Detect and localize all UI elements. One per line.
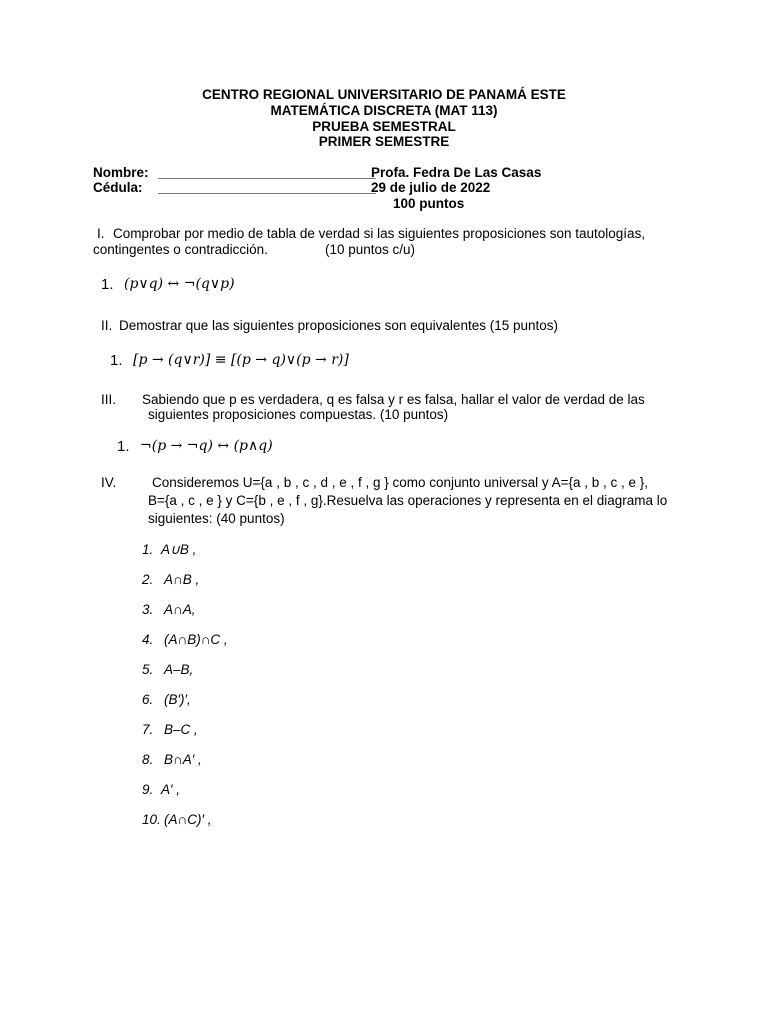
set-op-number: 10. xyxy=(142,812,161,827)
set-op-expression: A–B, xyxy=(164,662,194,677)
set-op-number: 3. xyxy=(142,602,154,617)
set-op-expression: A∪B , xyxy=(161,542,197,557)
set-op-number: 6. xyxy=(142,692,154,707)
section1-text-line2: contingentes o contradicción. xyxy=(93,242,268,257)
exam-date: 29 de julio de 2022 xyxy=(371,180,491,195)
section4-text-line1: Consideremos U={a , b , c , d , e , f , g } como conjunto universal y A={a , b , c , e }, xyxy=(152,475,649,490)
section3-text-line2: siguientes proposiciones compuestas. (10 puntos) xyxy=(148,407,449,422)
section1-item-number: 1. xyxy=(101,276,114,293)
set-op-number: 5. xyxy=(142,662,154,677)
set-op-expression: B∩A′ , xyxy=(164,752,202,767)
set-op-expression: (A∩C)′ , xyxy=(164,812,212,827)
set-op-number: 9. xyxy=(142,782,154,797)
section1-item-expression: (p∨q) ↔ ¬(q∨p) xyxy=(124,276,235,292)
set-op-expression: A∩A, xyxy=(164,602,196,617)
header-title-line2: MATEMÁTICA DISCRETA (MAT 113) xyxy=(270,103,498,118)
set-op-expression: (A∩B)∩C , xyxy=(164,632,228,647)
set-op-number: 4. xyxy=(142,632,154,647)
section3-roman: III. xyxy=(101,392,117,407)
set-op-number: 2. xyxy=(142,572,154,587)
header-title-line1: CENTRO REGIONAL UNIVERSITARIO DE PANAMÁ ESTE xyxy=(202,87,566,102)
set-op-expression: A∩B , xyxy=(164,572,200,587)
set-op-number: 7. xyxy=(142,722,154,737)
set-op-number: 1. xyxy=(142,542,154,557)
section1-points: (10 puntos c/u) xyxy=(325,242,416,257)
section3-text-line1: Sabiendo que p es verdadera, q es falsa y r es falsa, hallar el valor de verdad de las xyxy=(142,392,645,407)
section2-item-expression: [p → (q∨r)] ≡ [(p → q)∨(p → r)] xyxy=(133,352,349,368)
section2-text: Demostrar que las siguientes proposiciones son equivalentes (15 puntos) xyxy=(119,318,559,333)
section1-roman: I. xyxy=(97,226,105,241)
cedula-line: _____________________________ xyxy=(158,180,376,195)
section2-roman: II. xyxy=(101,318,113,333)
set-op-expression: A′ , xyxy=(161,782,181,797)
set-op-expression: (B′)′, xyxy=(164,692,191,707)
section3-item-number: 1. xyxy=(117,438,130,455)
section4-text-line2: B={a , c , e } y C={b , e , f , g}.Resuelva las operaciones y representa en el diagrama lo xyxy=(148,493,668,508)
total-points: 100 puntos xyxy=(393,196,465,211)
header-title-line3: PRUEBA SEMESTRAL xyxy=(312,119,456,134)
set-op-expression: B–C , xyxy=(164,722,198,737)
nombre-line: _____________________________ xyxy=(158,165,376,180)
section4-text-line3: siguientes: (40 puntos) xyxy=(148,511,285,526)
section1-text-line1: Comprobar por medio de tabla de verdad si las siguientes proposiciones son tautologías, xyxy=(113,226,646,241)
section2-item-number: 1. xyxy=(110,352,123,369)
set-op-number: 8. xyxy=(142,752,154,767)
section3-item-expression: ¬(p → ¬q) ↔ (p∧q) xyxy=(140,438,273,454)
header-title-line4: PRIMER SEMESTRE xyxy=(318,134,450,149)
professor-name: Profa. Fedra De Las Casas xyxy=(371,165,542,180)
nombre-label: Nombre: xyxy=(93,165,149,180)
section4-roman: IV. xyxy=(101,475,117,490)
cedula-label: Cédula: xyxy=(93,180,143,195)
